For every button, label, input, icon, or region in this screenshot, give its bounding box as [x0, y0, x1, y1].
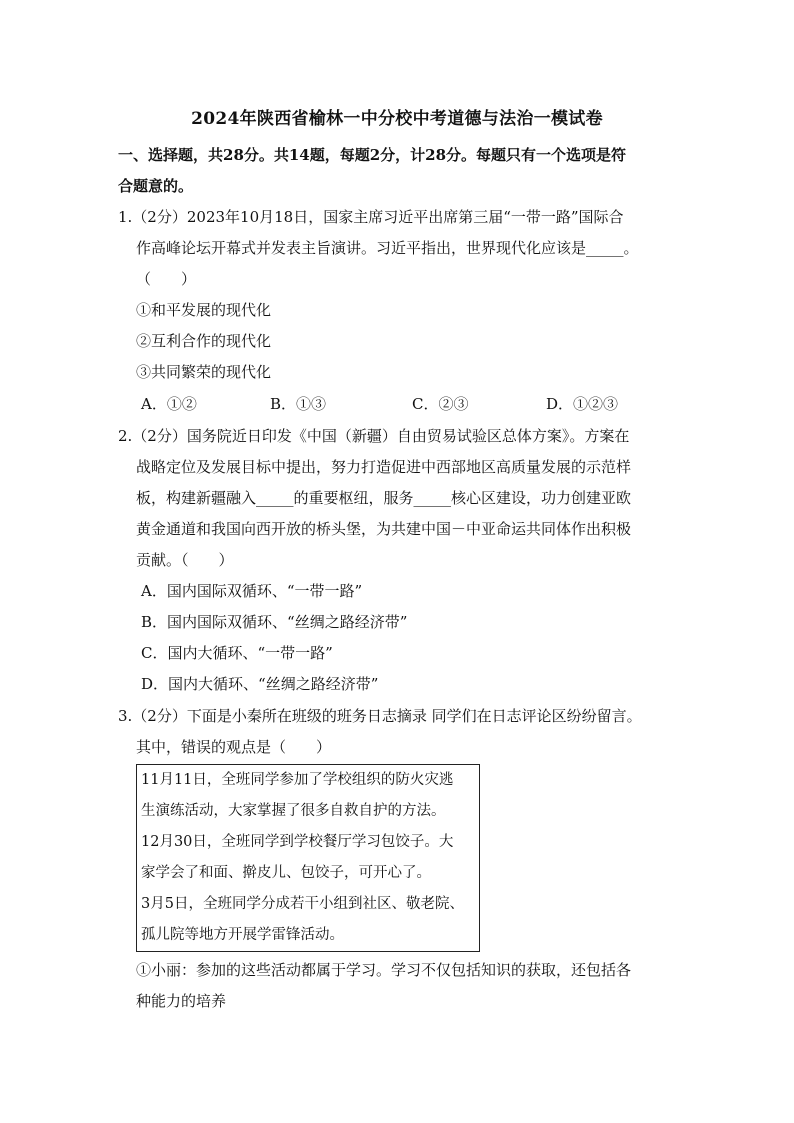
q1-item-1: ①和平发展的现代化 — [136, 301, 272, 319]
q1-option-b[interactable]: B．①③ — [270, 395, 327, 413]
q1-option-c[interactable]: C．②③ — [412, 395, 469, 413]
q3-stem-line1: 3.（2分）下面是小秦所在班级的班务日志摘录 同学们在日志评论区纷纷留言。 — [118, 707, 642, 725]
q3-log-line-3: 12月30日，全班同学到学校餐厅学习包饺子。大 — [141, 834, 454, 850]
section-heading-line2: 合题意的。 — [118, 177, 194, 195]
q1-item-3: ③共同繁荣的现代化 — [136, 363, 272, 381]
q1-answer-bracket: （ ） — [136, 270, 197, 288]
q3-class-log-box — [136, 764, 480, 952]
q3-comment-1-line2: 种能力的培养 — [136, 992, 227, 1010]
section-heading-line1: 一、选择题，共28分。共14题，每题2分，计28分。每题只有一个选项是符 — [118, 146, 627, 164]
q1-option-a[interactable]: A．①② — [141, 395, 197, 413]
q2-option-c[interactable]: C．国内大循环、“一带一路” — [141, 644, 333, 662]
q1-stem-line1: 1.（2分）2023年10月18日，国家主席习近平出席第三届“一带一路”国际合 — [118, 208, 624, 226]
q3-log-line-2: 生演练活动，大家掌握了很多自救自护的方法。 — [141, 803, 446, 819]
q2-option-d[interactable]: D．国内大循环、“丝绸之路经济带” — [141, 675, 379, 693]
q1-item-2: ②互利合作的现代化 — [136, 332, 272, 350]
q3-log-line-6: 孤儿院等地方开展学雷锋活动。 — [141, 927, 344, 943]
q2-stem-line1: 2.（2分）国务院近日印发《中国（新疆）自由贸易试验区总体方案》。方案在 — [118, 427, 630, 445]
q2-stem-line3: 板，构建新疆融入_____的重要枢纽，服务_____核心区建设，功力创建亚欧 — [136, 489, 632, 507]
q1-option-d[interactable]: D．①②③ — [546, 395, 619, 413]
q3-comment-1-line1: ①小丽：参加的这些活动都属于学习。学习不仅包括知识的获取，还包括各 — [136, 961, 632, 979]
q3-log-line-5: 3月5日，全班同学分成若干小组到社区、敬老院、 — [141, 896, 464, 912]
q3-log-line-4: 家学会了和面、擀皮儿、包饺子，可开心了。 — [141, 865, 431, 881]
exam-title: 2024年陕西省榆林一中分校中考道德与法治一模试卷 — [191, 109, 603, 129]
q2-stem-line5: 贡献。（ ） — [136, 551, 234, 569]
q2-option-b[interactable]: B．国内国际双循环、“丝绸之路经济带” — [141, 613, 408, 631]
q1-stem-line2: 作高峰论坛开幕式并发表主旨演讲。习近平指出，世界现代化应该是_____。 — [136, 239, 639, 257]
q2-stem-line4: 黄金通道和我国向西开放的桥头堡，为共建中国－中亚命运共同体作出积极 — [136, 520, 632, 538]
q3-stem-line2: 其中，错误的观点是（ ） — [136, 738, 332, 756]
q3-log-line-1: 11月11日，全班同学参加了学校组织的防火灾逃 — [141, 772, 454, 788]
q2-stem-line2: 战略定位及发展目标中提出，努力打造促进中西部地区高质量发展的示范样 — [136, 458, 632, 476]
q2-option-a[interactable]: A．国内国际双循环、“一带一路” — [141, 582, 363, 600]
